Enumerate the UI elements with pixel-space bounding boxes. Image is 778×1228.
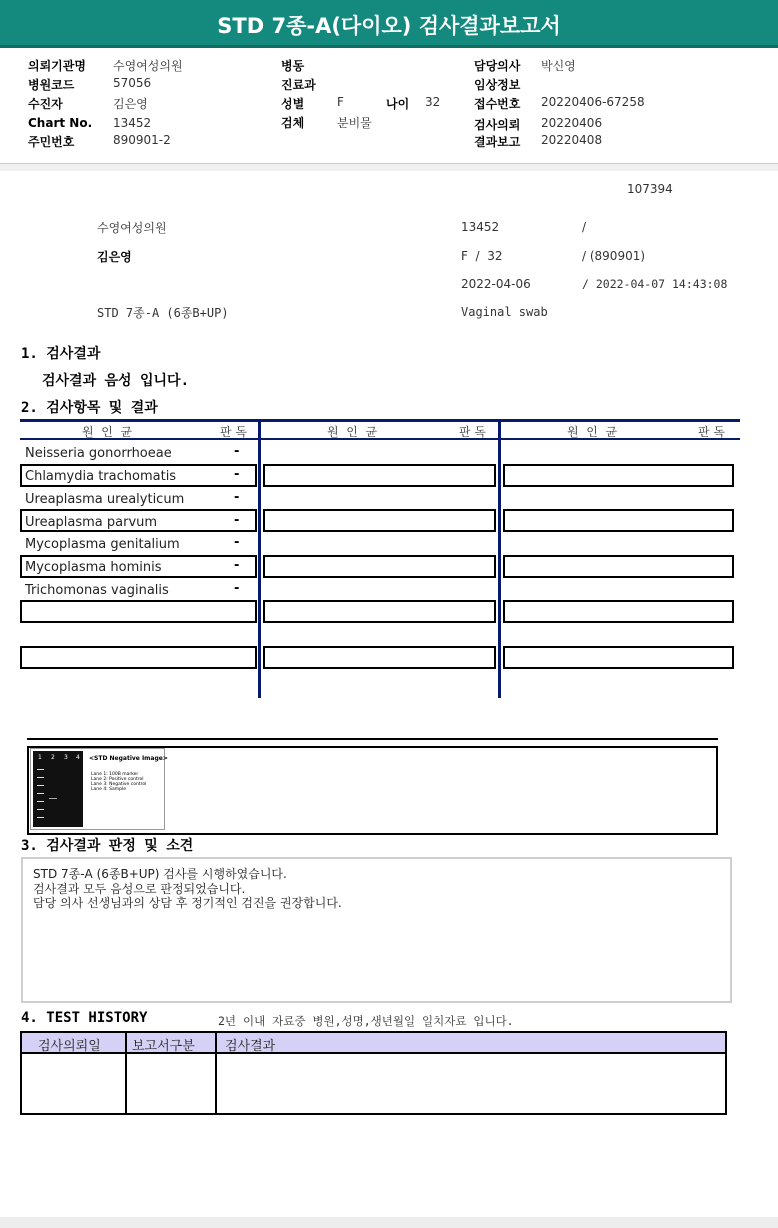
header-label-request-date: 검사의뢰 — [474, 118, 521, 132]
section2-title: 2. 검사항목 및 결과 — [21, 400, 158, 416]
lane-number: 4 — [76, 754, 80, 761]
col-head-judgement: 판 독 — [698, 425, 725, 439]
header-label-requesting-clinic: 의뢰기관명 — [28, 59, 86, 73]
header-label-ward: 병동 — [281, 59, 305, 73]
organism-name: Ureaplasma urealyticum — [25, 492, 185, 507]
gel-image-title: <STD Negative Image> — [89, 755, 168, 762]
header-label-physician: 담당의사 — [474, 59, 521, 73]
info-specimen: Vaginal swab — [461, 305, 548, 319]
gel-legend-item: Lane 2: Positive control — [91, 777, 144, 782]
header-label-chart-no: Chart No. — [28, 116, 93, 130]
info-receipt-date: 2022-04-06 — [461, 277, 531, 291]
col-head-judgement: 판 독 — [459, 425, 486, 439]
gel-legend-item: Lane 3: Negative control — [91, 782, 147, 787]
gel-legend-item: Lane 4: Sample — [91, 787, 126, 792]
result-summary: 검사결과 음성 입니다. — [42, 373, 190, 389]
opinion-line: STD 7종-A (6종B+UP) 검사를 시행하였습니다. — [33, 867, 287, 881]
result-row-box — [263, 464, 496, 487]
info-sex-age: F / 32 — [461, 249, 503, 263]
image-panel-rule — [27, 738, 718, 740]
marker-band — [37, 817, 44, 818]
column-divider — [498, 419, 501, 698]
header-value-hospital-code: 57056 — [113, 76, 152, 90]
marker-band — [37, 785, 44, 786]
history-col-report-type: 보고서구분 — [132, 1039, 195, 1054]
info-separator: / — [582, 220, 587, 234]
opinion-box — [21, 857, 732, 1003]
col-head-organism: 원 인 균 — [327, 425, 378, 439]
header-label-sex: 성별 — [281, 97, 305, 111]
page-footer-band — [0, 1217, 778, 1228]
section3-title: 3. 검사결과 판정 및 소견 — [21, 838, 194, 854]
header-value-request-date: 20220406 — [541, 116, 603, 130]
header-value-physician: 박신영 — [541, 59, 576, 73]
gel-lanes — [33, 751, 83, 827]
result-row-box — [503, 555, 734, 578]
info-report-datetime: / 2022-04-07 14:43:08 — [582, 277, 728, 291]
header-value-age: 32 — [425, 95, 441, 109]
result-row-box — [20, 600, 257, 623]
history-table — [20, 1031, 727, 1115]
control-band — [49, 798, 57, 799]
header-label-receipt-no: 접수번호 — [474, 97, 521, 111]
result-row-box — [263, 646, 496, 669]
marker-band — [37, 809, 44, 810]
info-chart-no: 13452 — [461, 220, 500, 234]
result-row-box — [263, 555, 496, 578]
history-column-divider — [215, 1033, 217, 1113]
header-value-patient: 김은영 — [113, 97, 148, 111]
info-test-name: STD 7종-A (6종B+UP) — [97, 306, 229, 320]
organism-result: - — [234, 581, 240, 596]
header-value-requesting-clinic: 수영여성의원 — [113, 59, 183, 73]
header-value-specimen: 분비물 — [337, 116, 372, 130]
result-row-box — [263, 509, 496, 532]
info-birth: / (890901) — [582, 249, 646, 263]
header-label-department: 진료과 — [281, 78, 316, 92]
info-clinic: 수영여성의원 — [97, 221, 167, 235]
header-label-patient: 수진자 — [28, 97, 63, 111]
organism-result: - — [234, 558, 240, 573]
opinion-line: 검사결과 모두 음성으로 판정되었습니다. — [33, 881, 246, 896]
organism-name: Mycoplasma hominis — [25, 560, 162, 575]
header-label-specimen: 검체 — [281, 116, 305, 130]
organism-result: - — [234, 513, 240, 528]
header-label-age: 나이 — [386, 97, 410, 111]
marker-band — [37, 793, 44, 794]
section1-title: 1. 검사결과 — [21, 346, 101, 362]
header-value-receipt-no: 20220406-67258 — [541, 95, 645, 109]
history-column-divider — [125, 1033, 127, 1113]
history-col-request-date: 검사의뢰일 — [38, 1039, 101, 1054]
report-title-bar — [0, 0, 778, 48]
lane-number: 1 — [38, 754, 42, 761]
table-top-rule — [20, 419, 740, 422]
opinion-line: 담당 의사 선생님과의 상담 후 정기적인 검진을 권장합니다. — [33, 896, 342, 910]
info-patient-name: 김은영 — [97, 250, 132, 264]
marker-band — [37, 777, 44, 778]
result-row-box — [263, 600, 496, 623]
header-value-chart-no: 13452 — [113, 116, 152, 130]
gel-legend-item: Lane 1: 100B marker — [91, 772, 139, 777]
header-value-report-date: 20220408 — [541, 133, 603, 147]
header-value-resident-no: 890901-2 — [113, 133, 171, 147]
organism-result: - — [234, 490, 240, 505]
lane-number: 3 — [64, 754, 68, 761]
lane-number: 2 — [51, 754, 55, 761]
result-row-box — [503, 646, 734, 669]
result-row-box — [503, 509, 734, 532]
col-head-organism: 원 인 균 — [82, 425, 133, 439]
result-row-box — [20, 646, 257, 669]
organism-name: Neisseria gonorrhoeae — [25, 446, 172, 461]
col-head-organism: 원 인 균 — [567, 425, 618, 439]
header-divider — [0, 163, 778, 171]
header-label-clinical-info: 임상정보 — [474, 78, 521, 92]
organism-name: Ureaplasma parvum — [25, 515, 158, 530]
organism-name: Chlamydia trachomatis — [25, 469, 177, 484]
header-value-sex: F — [337, 95, 344, 109]
organism-result: - — [234, 444, 240, 459]
marker-band — [37, 801, 44, 802]
report-title: STD 7종-A(다이오) 검사결과보고서 — [217, 14, 561, 38]
header-label-report-date: 결과보고 — [474, 135, 521, 149]
section4-title: 4. TEST HISTORY — [21, 1010, 148, 1026]
history-table-header — [22, 1033, 725, 1054]
organism-result: - — [234, 467, 240, 482]
col-head-judgement: 판 독 — [220, 425, 247, 439]
column-divider — [258, 419, 261, 698]
header-label-resident-no: 주민번호 — [28, 135, 75, 149]
marker-band — [37, 769, 44, 770]
result-row-box — [503, 464, 734, 487]
result-row-box — [503, 600, 734, 623]
header-label-hospital-code: 병원코드 — [28, 78, 75, 92]
history-note: 2년 이내 자료중 병원,성명,생년월일 일치자료 입니다. — [218, 1014, 514, 1028]
document-code: 107394 — [627, 182, 673, 196]
organism-result: - — [234, 535, 240, 550]
organism-name: Mycoplasma genitalium — [25, 537, 180, 552]
history-col-result: 검사결과 — [225, 1039, 276, 1054]
organism-name: Trichomonas vaginalis — [25, 583, 169, 598]
gel-image — [30, 748, 168, 830]
